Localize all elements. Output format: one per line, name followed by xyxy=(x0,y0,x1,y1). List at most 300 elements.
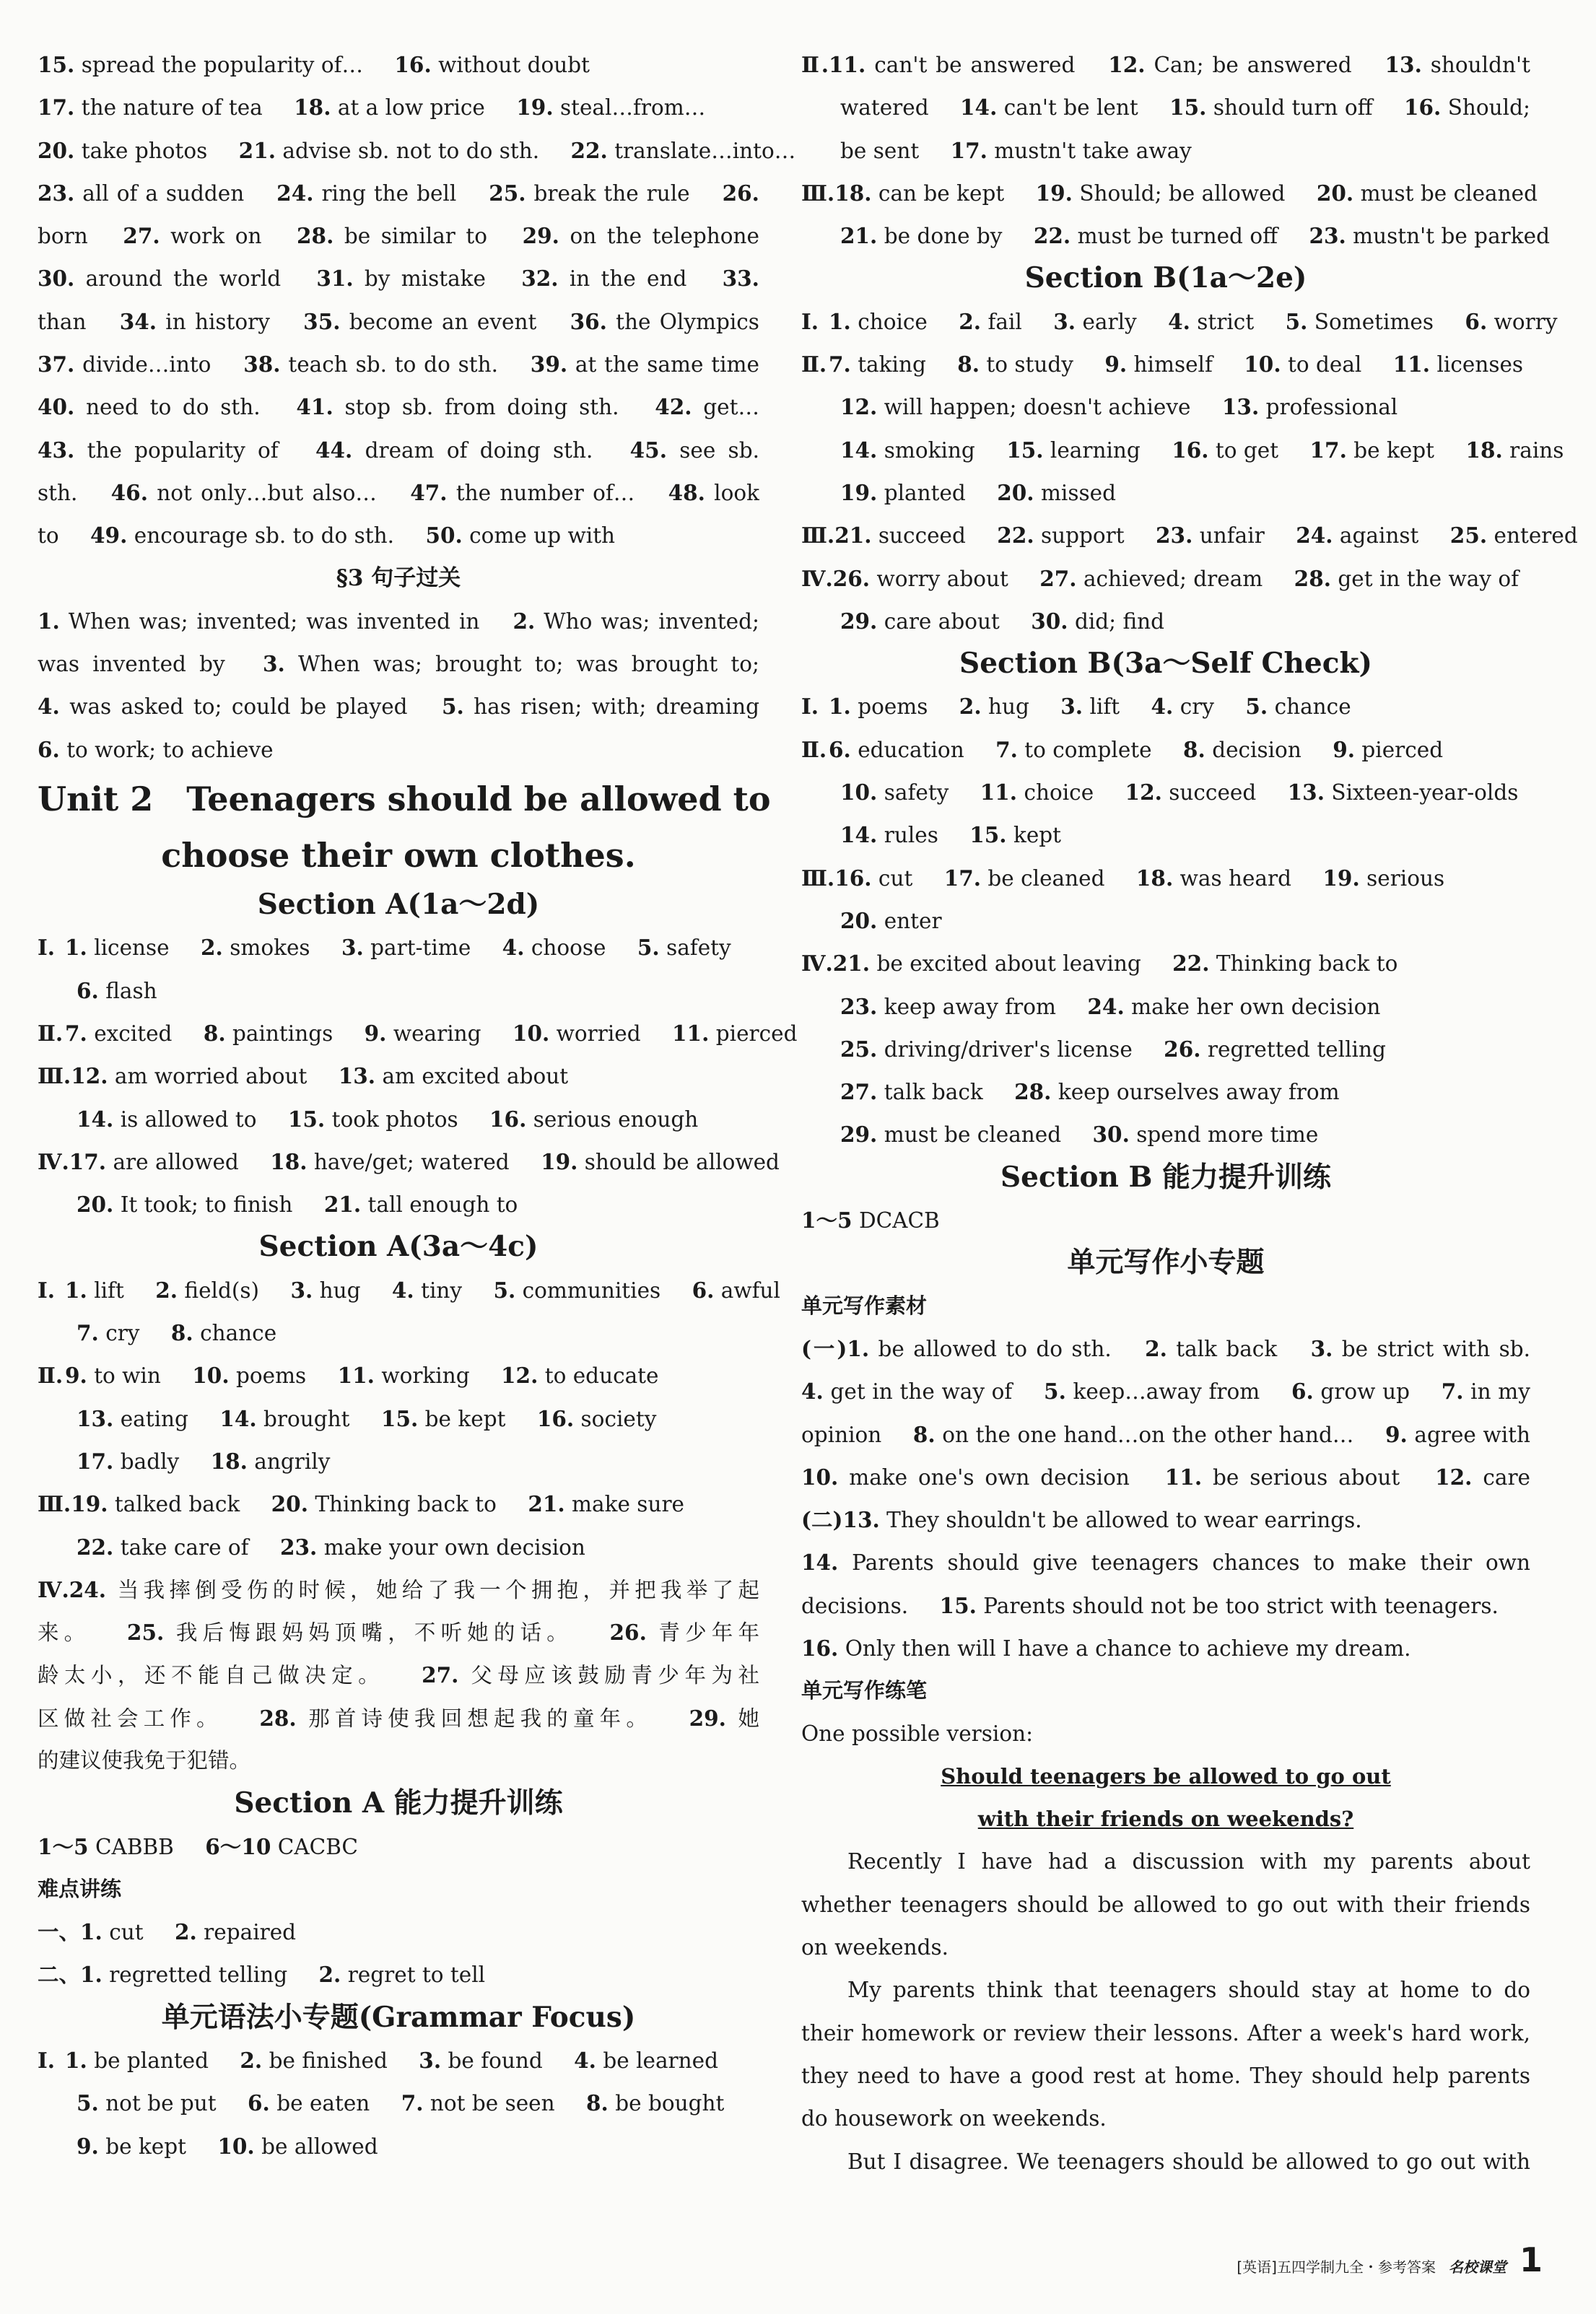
answer-line xyxy=(38,1654,759,1696)
item-number: 2. xyxy=(240,2048,263,2074)
answer-item xyxy=(840,995,1056,1019)
item-number: 23. xyxy=(1309,223,1346,249)
item-number: 1～5 xyxy=(801,1208,852,1234)
answer-line xyxy=(38,2082,759,2124)
answer-item xyxy=(1288,780,1519,805)
answer-item xyxy=(123,224,261,248)
answer-line xyxy=(801,1327,1530,1370)
answer-item xyxy=(1442,1379,1530,1404)
item-answer: cry xyxy=(105,1321,140,1346)
item-number: 16. xyxy=(801,1635,839,1661)
item-answer: field(s) xyxy=(184,1278,260,1303)
roman-numeral: Ⅲ. xyxy=(38,1063,71,1089)
item-answer: keep…away from xyxy=(1073,1379,1260,1405)
item-answer: opinion xyxy=(801,1422,882,1447)
item-answer: kept xyxy=(1013,823,1062,848)
item-number: 14. xyxy=(77,1106,114,1132)
item-number: 1. xyxy=(65,1277,87,1303)
answer-item xyxy=(38,738,274,762)
item-answer: unfair xyxy=(1199,523,1265,549)
item-answer: chance xyxy=(1274,694,1351,720)
item-number: 19. xyxy=(541,1148,578,1174)
item-answer: advise sb. not to do sth. xyxy=(282,138,540,163)
item-answer: Thinking back to xyxy=(315,1492,497,1517)
item-answer: was heard xyxy=(1179,865,1291,891)
answer-item xyxy=(1317,181,1538,206)
item-answer: teach sb. to do sth. xyxy=(288,352,498,377)
item-answer: poems xyxy=(235,1363,307,1389)
item-number: 15. xyxy=(38,52,75,77)
item-answer: choice xyxy=(858,309,928,334)
item-number: 3. xyxy=(419,2048,442,2074)
answer-item xyxy=(1172,951,1397,976)
answer-item xyxy=(840,909,942,933)
item-number: 5. xyxy=(493,1277,516,1303)
item-number: 2. xyxy=(513,608,536,634)
answer-item xyxy=(419,2048,542,2073)
item-number: 18. xyxy=(270,1148,308,1174)
item-number: 35. xyxy=(303,308,341,334)
answer-item xyxy=(672,1021,797,1046)
item-answer: Sometimes xyxy=(1314,309,1434,334)
item-answer: society xyxy=(580,1406,657,1431)
item-number: 28. xyxy=(297,223,334,249)
item-answer: planted xyxy=(884,480,966,505)
answer-item xyxy=(1151,694,1214,719)
item-number: 21. xyxy=(840,223,878,249)
roman-numeral: Ⅰ. xyxy=(38,2048,56,2074)
item-answer: has risen; with; dreaming xyxy=(474,694,759,720)
item-number: 18. xyxy=(834,180,872,206)
item-answer: professional xyxy=(1265,395,1398,420)
answer-line xyxy=(38,172,759,214)
item-number: 15. xyxy=(380,1405,419,1431)
item-answer: come up with xyxy=(469,523,616,549)
item-answer: Who was; invented; xyxy=(544,608,759,634)
item-answer: did; find xyxy=(1074,608,1165,634)
answer-line xyxy=(38,1483,759,1525)
item-answer: Thinking back to xyxy=(1216,951,1398,977)
item-answer: not be put xyxy=(105,2091,217,2116)
item-answer: eating xyxy=(120,1406,188,1431)
item-answer: decisions. xyxy=(801,1593,909,1618)
answer-line xyxy=(38,2125,759,2167)
item-answer: keep ourselves away from xyxy=(1058,1080,1340,1105)
item-answer: part-time xyxy=(370,935,471,961)
item-answer: break the rule xyxy=(533,180,690,206)
answer-item xyxy=(840,139,919,163)
item-answer: take care of xyxy=(120,1534,249,1560)
answer-item xyxy=(1311,1337,1530,1361)
item-number: 50. xyxy=(425,523,463,549)
item-answer: be learned xyxy=(603,2048,718,2074)
page-number: 1 xyxy=(1519,2240,1543,2279)
answer-line xyxy=(38,1055,759,1097)
brand-logo: 名校课堂 xyxy=(1448,2258,1506,2276)
item-answer: paintings xyxy=(232,1021,333,1046)
answer-item xyxy=(1087,995,1380,1019)
item-answer: fail xyxy=(987,309,1022,334)
answer-item xyxy=(211,1449,331,1474)
answer-line xyxy=(38,1397,759,1440)
item-number: 19. xyxy=(840,479,878,505)
roman-numeral: Ⅳ. xyxy=(38,1576,69,1602)
answer-line xyxy=(801,86,1530,128)
answer-item xyxy=(1093,1122,1319,1147)
item-answer: CABBB xyxy=(95,1834,174,1859)
item-answer: take photos xyxy=(81,138,208,163)
item-answer: work on xyxy=(170,224,262,249)
item-answer: be excited about leaving xyxy=(876,951,1141,977)
answer-item xyxy=(801,1423,881,1447)
item-number: 12. xyxy=(840,394,878,420)
item-number: 16. xyxy=(834,865,872,891)
answer-line xyxy=(801,771,1530,813)
item-answer: serious enough xyxy=(533,1106,699,1132)
item-answer: wearing xyxy=(393,1021,481,1046)
essay-title xyxy=(801,1798,1530,1841)
answer-item xyxy=(959,694,1029,719)
answer-item xyxy=(392,1278,462,1303)
item-number: 5. xyxy=(1285,308,1308,334)
item-answer: must be cleaned xyxy=(884,1122,1062,1148)
item-number: 26. xyxy=(722,180,759,206)
item-number: 26. xyxy=(1164,1036,1201,1062)
item-number: 26. xyxy=(609,1620,647,1646)
answer-item xyxy=(303,310,536,334)
item-answer: 父母应该鼓励青少年为社 xyxy=(471,1663,759,1688)
answer-item xyxy=(502,935,606,960)
item-number: 4. xyxy=(1168,308,1190,334)
item-number: 20. xyxy=(38,137,75,163)
item-number: 23. xyxy=(840,993,878,1019)
item-number: 25. xyxy=(126,1620,165,1646)
item-number: 2. xyxy=(959,694,982,720)
answer-item xyxy=(248,2091,370,2116)
answer-item xyxy=(1404,95,1530,120)
roman-numeral: Ⅰ. xyxy=(38,1277,56,1303)
answer-item xyxy=(69,1150,239,1174)
item-answer: early xyxy=(1082,309,1137,334)
item-answer: not only…but also… xyxy=(157,480,377,505)
answer-item xyxy=(1053,310,1136,334)
item-number: 25. xyxy=(1449,523,1488,549)
item-answer: see sb. xyxy=(679,437,759,463)
item-number: 16. xyxy=(489,1106,527,1132)
answer-item xyxy=(192,1363,306,1388)
item-number: 36. xyxy=(570,308,607,334)
answer-line xyxy=(38,1311,759,1354)
answer-item xyxy=(829,53,1075,77)
answer-line xyxy=(38,1183,759,1226)
answer-line xyxy=(801,129,1530,172)
answer-line xyxy=(38,257,759,300)
item-answer: stop sb. from doing sth. xyxy=(344,395,619,420)
item-number: 8. xyxy=(912,1421,936,1447)
item-number: 2. xyxy=(959,308,982,334)
answer-item xyxy=(38,95,263,120)
item-number: 1. xyxy=(65,2048,87,2074)
answer-item xyxy=(1465,310,1557,334)
item-answer: at the same time xyxy=(575,352,759,377)
item-answer: Sixteen-year-olds xyxy=(1331,780,1519,805)
footer-label: [英语]五四学制九全・参考答案 xyxy=(1237,2258,1436,2276)
item-answer: be strict with sb. xyxy=(1341,1336,1530,1361)
answer-item xyxy=(951,139,1192,163)
answer-item xyxy=(513,1021,641,1046)
answer-item xyxy=(38,395,261,419)
item-answer: smoking xyxy=(884,437,975,463)
item-number: 14. xyxy=(960,95,998,121)
essay-title-text: Should teenagers be allowed to go out xyxy=(941,1763,1391,1789)
answer-item xyxy=(425,523,615,548)
item-number: 21. xyxy=(528,1491,565,1517)
answer-item xyxy=(537,1407,657,1431)
answer-item xyxy=(801,1379,1012,1404)
answer-item xyxy=(65,1021,172,1046)
item-answer: to deal xyxy=(1288,352,1362,377)
answer-item xyxy=(689,1706,759,1731)
item-answer: lift xyxy=(94,1278,124,1303)
answer-line xyxy=(38,1611,759,1654)
answer-item xyxy=(801,1508,1362,1532)
item-answer: education xyxy=(858,737,964,762)
answer-line xyxy=(38,685,759,728)
item-number: 22. xyxy=(997,523,1034,549)
item-answer: the Olympics xyxy=(616,309,759,334)
answer-item xyxy=(570,139,795,163)
item-answer: will happen; doesn't achieve xyxy=(884,395,1191,420)
item-answer: 那首诗使我回想起我的童年。 xyxy=(308,1706,653,1731)
item-answer: in my xyxy=(1470,1379,1530,1405)
item-answer: 青少年年 xyxy=(658,1620,759,1646)
answer-item xyxy=(1244,352,1361,377)
item-number: 11. xyxy=(337,1363,375,1389)
item-number: 38. xyxy=(243,352,281,377)
answer-item xyxy=(205,1835,358,1859)
item-number: 7. xyxy=(995,736,1018,762)
roman-numeral: Ⅳ. xyxy=(38,1148,69,1174)
answer-item xyxy=(239,139,539,163)
item-number: 18. xyxy=(210,1448,248,1474)
answer-item xyxy=(801,1550,1530,1575)
item-answer: steal…from… xyxy=(559,95,706,121)
item-number: 23. xyxy=(38,180,75,206)
item-number: 48. xyxy=(668,479,705,505)
item-answer: awful xyxy=(720,1278,780,1303)
item-number: 37. xyxy=(38,352,75,377)
item-answer: poems xyxy=(858,694,928,720)
item-answer: be sent xyxy=(840,138,920,163)
item-number: 49. xyxy=(90,523,128,549)
answer-item xyxy=(801,1337,1112,1361)
answer-item xyxy=(637,935,731,960)
answer-item xyxy=(38,523,59,548)
page-footer xyxy=(1237,2240,1543,2279)
answer-item xyxy=(1222,395,1397,419)
item-answer: 区做社会工作。 xyxy=(38,1706,223,1731)
item-number: 26. xyxy=(832,565,871,591)
answer-item xyxy=(1245,694,1351,719)
answer-item xyxy=(381,1407,506,1431)
answer-item xyxy=(280,1535,585,1560)
roman-numeral: Ⅲ. xyxy=(801,180,835,206)
answer-item xyxy=(980,780,1094,805)
item-number: 10. xyxy=(801,1464,839,1490)
item-number: 3. xyxy=(290,1277,313,1303)
answer-item xyxy=(1385,1423,1530,1447)
item-answer: make your own decision xyxy=(323,1534,585,1560)
answer-item xyxy=(531,352,759,377)
item-number: 3. xyxy=(262,651,285,677)
item-answer: When was; brought to; was brought to; xyxy=(297,652,759,677)
item-answer: taking xyxy=(858,352,926,377)
item-answer: care xyxy=(1483,1464,1530,1490)
answer-item xyxy=(71,1064,307,1088)
item-answer: watered xyxy=(840,95,929,121)
answer-item xyxy=(38,609,479,634)
item-answer: to get xyxy=(1215,437,1279,463)
answer-item xyxy=(1039,567,1263,591)
answer-item xyxy=(339,1064,568,1088)
item-answer: regretted telling xyxy=(1207,1036,1386,1062)
item-number: 24. xyxy=(69,1576,107,1602)
item-answer: to work; to achieve xyxy=(66,737,274,762)
item-answer: succeed xyxy=(878,523,966,549)
answer-item xyxy=(840,609,1000,634)
answer-item xyxy=(489,181,689,206)
answer-item xyxy=(65,1278,124,1303)
item-answer: worry about xyxy=(876,566,1008,591)
item-number: 29. xyxy=(689,1705,726,1731)
answer-item xyxy=(77,1449,179,1474)
roman-numeral: Ⅱ. xyxy=(801,52,829,77)
answer-item xyxy=(175,1920,296,1944)
item-number: 6. xyxy=(38,736,60,762)
item-answer: look xyxy=(714,480,759,505)
item-number: 13. xyxy=(1221,394,1260,420)
item-answer: be kept xyxy=(424,1406,506,1431)
item-answer: sth. xyxy=(38,480,78,505)
answer-item xyxy=(271,1492,497,1516)
item-answer: be done by xyxy=(884,224,1003,249)
answer-line xyxy=(801,1498,1530,1541)
answer-line xyxy=(801,1070,1530,1113)
answer-item xyxy=(840,1037,1133,1062)
answer-item xyxy=(1145,1337,1277,1361)
item-answer: lift xyxy=(1089,694,1120,720)
answer-item xyxy=(259,1706,653,1731)
answer-item xyxy=(77,979,157,1003)
item-number: 6. xyxy=(829,736,851,762)
item-answer: talk back xyxy=(1176,1336,1278,1361)
answer-item xyxy=(1333,738,1443,762)
answer-item xyxy=(610,1620,759,1645)
item-answer: be allowed xyxy=(261,2134,378,2159)
item-number: 16. xyxy=(394,52,432,77)
answer-item xyxy=(840,438,975,463)
answer-item xyxy=(960,95,1138,120)
roman-numeral: Ⅱ. xyxy=(801,352,827,377)
answer-item xyxy=(1006,438,1141,463)
answer-item xyxy=(38,224,88,248)
answer-line xyxy=(801,728,1530,771)
answer-item xyxy=(38,352,211,377)
item-number: 27. xyxy=(123,223,160,249)
item-number: 17. xyxy=(38,95,75,121)
item-answer: communities xyxy=(522,1278,661,1303)
item-number: 9. xyxy=(65,1363,87,1389)
item-number: 21. xyxy=(834,523,872,549)
answer-item xyxy=(1104,352,1213,377)
item-answer: worried xyxy=(556,1021,641,1046)
item-answer: grow up xyxy=(1320,1379,1410,1405)
answer-item xyxy=(341,935,471,960)
item-answer: mustn't be parked xyxy=(1353,224,1550,249)
item-number: 39. xyxy=(530,352,568,377)
item-number: 10. xyxy=(512,1020,550,1046)
answer-item xyxy=(290,1278,360,1303)
item-number: 6. xyxy=(1465,308,1488,334)
answer-item xyxy=(422,1663,759,1688)
item-answer: should turn off xyxy=(1213,95,1373,121)
item-number: 17. xyxy=(69,1148,107,1174)
roman-numeral: Ⅰ. xyxy=(801,694,819,720)
item-answer: have/get; watered xyxy=(313,1149,510,1174)
answer-line xyxy=(801,985,1530,1028)
answer-item xyxy=(1291,1379,1410,1404)
answer-item xyxy=(1322,866,1444,891)
item-number: 24. xyxy=(1087,993,1125,1019)
answer-line xyxy=(38,429,759,471)
answer-line xyxy=(801,557,1530,600)
item-answer: get… xyxy=(703,395,759,420)
answer-line xyxy=(801,600,1530,642)
answer-item xyxy=(516,95,705,120)
item-number: 1. xyxy=(829,694,851,720)
item-number: 6. xyxy=(77,977,99,1003)
item-answer: cry xyxy=(1179,694,1214,720)
answer-line xyxy=(801,343,1530,385)
roman-numeral: Ⅲ. xyxy=(38,1491,71,1517)
answer-item xyxy=(365,1021,481,1046)
answer-item xyxy=(840,95,929,120)
item-number: 20. xyxy=(77,1192,114,1218)
answer-item xyxy=(77,1535,249,1560)
answer-item xyxy=(840,780,949,805)
answer-line xyxy=(38,129,796,172)
item-number: 33. xyxy=(722,266,759,292)
item-number: 10. xyxy=(192,1363,230,1389)
answer-item xyxy=(833,567,1008,591)
item-number: 17. xyxy=(943,865,982,891)
text-line: One possible version: xyxy=(801,1721,1034,1746)
item-answer: chance xyxy=(200,1321,277,1346)
item-number: 17. xyxy=(1309,437,1347,463)
item-number: 12. xyxy=(1108,52,1146,77)
item-number: 46. xyxy=(110,479,148,505)
item-answer: regretted telling xyxy=(109,1962,288,1988)
item-number: 21. xyxy=(238,137,276,163)
item-answer: spread the popularity of… xyxy=(81,53,364,77)
answer-item xyxy=(834,181,1004,206)
section-heading: §3 句子过关 xyxy=(336,564,461,591)
answer-item xyxy=(319,1962,486,1987)
item-answer: dream of doing sth. xyxy=(365,437,593,463)
roman-numeral: Ⅲ. xyxy=(801,865,835,891)
answer-line xyxy=(38,385,759,428)
answer-item xyxy=(1044,1379,1260,1404)
